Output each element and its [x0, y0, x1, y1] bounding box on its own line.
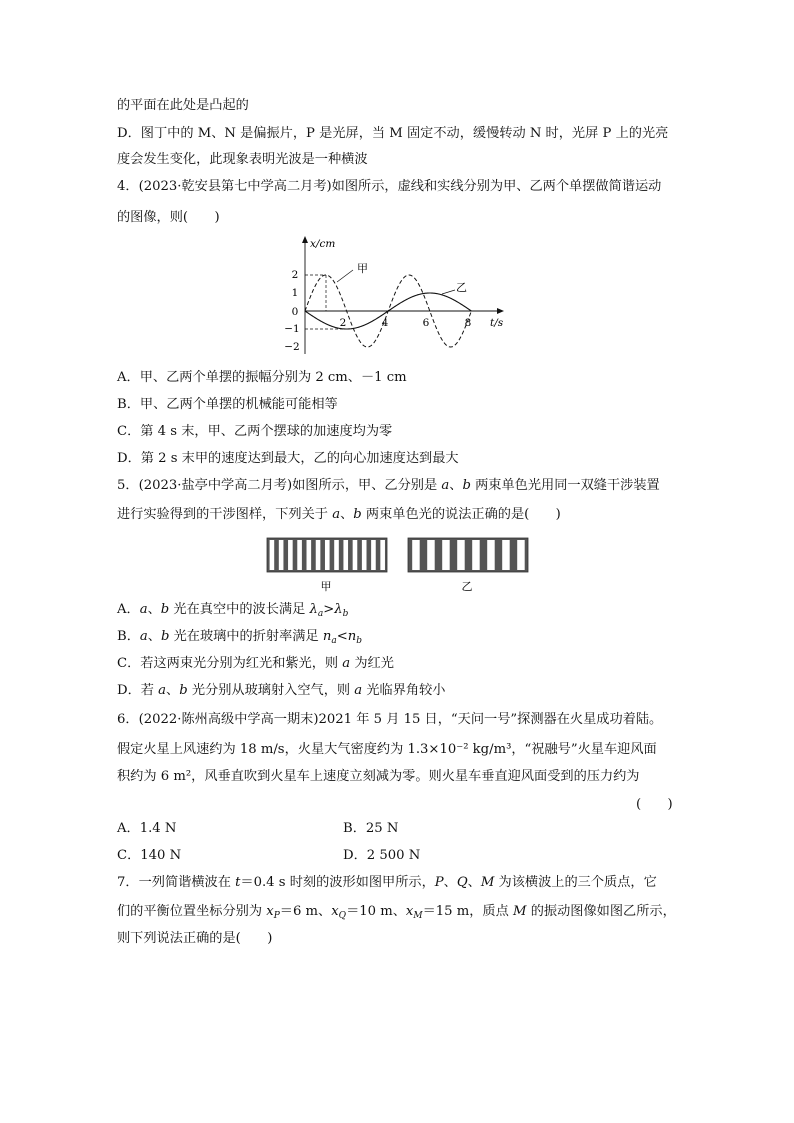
bright-fringe — [343, 540, 348, 570]
question-4-stem-cont: 的图像，则( ) — [117, 210, 220, 225]
bright-fringe — [279, 540, 284, 570]
fringe-label-jia: 甲 — [320, 580, 332, 593]
y-tick-label: −2 — [284, 341, 300, 353]
bright-fringe — [502, 540, 510, 570]
option-d-prev: D．图丁中的 M、N 是偏振片，P 是光屏，当 M 固定不动，缓慢转动 N 时，光屏 P 上的光亮 — [117, 126, 669, 141]
question-7-stem-cont: 们的平衡位置坐标分别为 $x_P=6$ m、$x_Q=10$ m、$x_M=15$ m，质点 M 的振动图像如图乙所示， — [117, 904, 676, 921]
question-6-stem-cont: 假定火星上风速约为 18 m/s，火星大气密度约为 1.3×10⁻² kg/m³，“祝融号”火星车迎风面 — [117, 742, 657, 757]
question-5-stem: 5．(2023·盐亭中学高二月考)如图所示，甲、乙分别是 a、b 两束单色光用同一双缝干涉装置 — [117, 478, 660, 493]
question-7-stem-cont: 则下列说法正确的是( ) — [117, 931, 273, 946]
bright-fringe — [325, 540, 330, 570]
x-tick-label: 8 — [464, 317, 472, 329]
option-d: D．第 2 s 末甲的速度达到最大，乙的向心加速度达到最大 — [117, 451, 459, 466]
option-d: D．2 500 N — [343, 848, 421, 863]
option-a: A．1.4 N — [117, 821, 177, 836]
option-b: B．25 N — [343, 821, 399, 836]
bright-fringe — [362, 540, 367, 570]
question-5-stem-cont: 进行实验得到的干涉图样，下列关于 a、b 两束单色光的说法正确的是( ) — [117, 507, 561, 522]
fringe-background — [408, 538, 528, 572]
question-7-stem: 7．一列简谐横波在 t＝0.4 s 时刻的波形如图甲所示，P、Q、M 为该横波上的三个质点，它 — [117, 875, 657, 890]
bright-fringe — [380, 540, 385, 570]
bright-fringe — [307, 540, 312, 570]
option-a: A．a、b 光在真空中的波长满足 $\lambda_a>\lambda_b$ — [117, 602, 349, 619]
fringe-pattern-jia — [267, 538, 387, 572]
answer-paren: ( ) — [636, 797, 673, 812]
bright-fringe — [371, 540, 376, 570]
y-tick-label: 1 — [291, 287, 299, 299]
label-yi: 乙 — [456, 281, 467, 294]
label-leader — [442, 290, 455, 294]
option-b: B．a、b 光在玻璃中的折射率满足 $n_a<n_b$ — [117, 629, 363, 646]
oscillation-graph — [275, 234, 515, 359]
option-a: A．甲、乙两个单摆的振幅分别为 2 cm、－1 cm — [117, 370, 407, 385]
label-leader — [337, 270, 353, 282]
question-4-stem: 4．(2023·乾安县第七中学高二月考)如图所示，虚线和实线分别为甲、乙两个单摆做简谐运动 — [117, 179, 662, 194]
x-tick-label: 6 — [422, 317, 430, 329]
bright-fringe — [442, 540, 450, 570]
option-c: C．140 N — [117, 848, 182, 863]
x-tick-label: 2 — [339, 317, 347, 329]
bright-fringe — [517, 540, 525, 570]
fringe-label-yi: 乙 — [461, 580, 473, 593]
bright-fringe — [412, 540, 420, 570]
x-axis-arrow — [497, 308, 504, 314]
bright-fringe — [297, 540, 302, 570]
bright-fringe — [270, 540, 275, 570]
option-d: D．若 a、b 光分别从玻璃射入空气，则 a 光临界角较小 — [117, 683, 446, 698]
question-6-stem-cont: 积约为 6 m²，风垂直吹到火星车上速度立刻减为零。则火星车垂直迎风面受到的压力约为 — [117, 769, 640, 784]
interference-patterns — [265, 536, 530, 598]
bright-fringe — [334, 540, 339, 570]
question-6-stem: 6．(2022·陈州高级中学高一期末)2021 年 5 月 15 日，“天问一号”探测器在火星成功着陆。 — [117, 712, 663, 727]
x-axis-label: t/s — [490, 317, 504, 329]
y-axis-label: x/cm — [310, 238, 336, 250]
label-jia: 甲 — [357, 262, 368, 275]
bright-fringe — [487, 540, 495, 570]
text-line: 的平面在此处是凸起的 — [117, 98, 249, 113]
y-axis-arrow — [302, 236, 308, 243]
y-tick-label: 0 — [291, 306, 299, 318]
bright-fringe — [427, 540, 435, 570]
bright-fringe — [288, 540, 293, 570]
bright-fringe — [353, 540, 358, 570]
x-tick-label: 4 — [381, 317, 389, 329]
option-c: C．第 4 s 末，甲、乙两个摆球的加速度均为零 — [117, 424, 393, 439]
bright-fringe — [457, 540, 465, 570]
y-tick-label: 2 — [291, 269, 299, 281]
bright-fringe — [316, 540, 321, 570]
fringe-pattern-yi — [408, 538, 528, 572]
y-tick-label: −1 — [284, 323, 300, 335]
bright-fringe — [472, 540, 480, 570]
text-line: 度会发生变化，此现象表明光波是一种横波 — [117, 152, 368, 167]
option-c: C．若这两束光分别为红光和紫光，则 a 为红光 — [117, 656, 394, 671]
option-b: B．甲、乙两个单摆的机械能可能相等 — [117, 397, 338, 412]
